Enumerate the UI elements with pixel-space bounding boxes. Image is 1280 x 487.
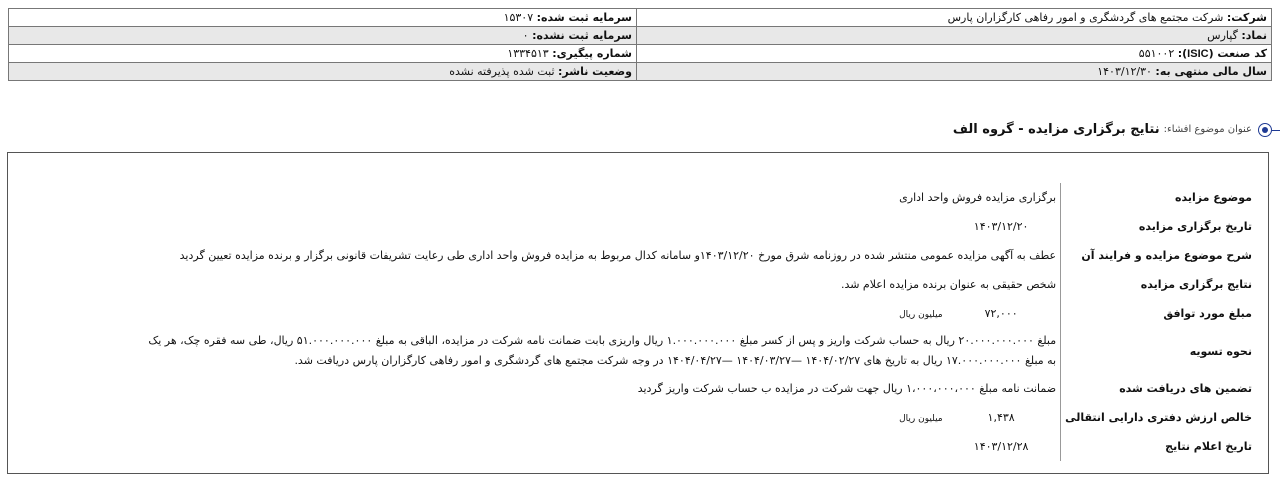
book-value-cell	[148, 403, 1060, 432]
company-value: شرکت مجتمع های گردشگری و امور رفاهی کارگزاران پارس	[947, 11, 1224, 24]
announce-date-cell	[148, 432, 1060, 461]
disclosure-subject-label: عنوان موضوع افشاء:	[1163, 124, 1252, 135]
detail-row	[148, 374, 1252, 403]
industry-code-label-pre: کد صنعت (	[1208, 47, 1267, 60]
disclosure-subject-value: نتایج برگزاری مزایده - گروه الف	[952, 122, 1160, 137]
auction-details-table	[148, 183, 1252, 461]
industry-code-cell	[637, 45, 1272, 63]
unregistered-capital-value: ۰	[522, 29, 529, 42]
auction-date-cell	[148, 212, 1060, 241]
tracking-number-label: شماره پیگیری:	[552, 47, 632, 60]
auction-date-label: تاریخ برگزاری مزایده	[1061, 212, 1252, 241]
publisher-status-value: ثبت شده پذیرفته نشده	[449, 65, 555, 78]
book-value-label: خالص ارزش دفتری دارایی انتقالی	[1061, 403, 1252, 432]
detail-row	[148, 328, 1252, 374]
announce-date-value: ۱۴۰۳/۱۲/۲۸	[973, 440, 1029, 453]
company-info-table	[8, 8, 1272, 81]
detail-row	[148, 432, 1252, 461]
agreed-amount-cell	[148, 299, 1060, 328]
symbol-label: نماد:	[1241, 29, 1267, 42]
unregistered-capital-label: سرمایه ثبت نشده:	[532, 29, 632, 42]
company-cell	[637, 9, 1272, 27]
settlement-cell	[148, 328, 1060, 374]
company-row	[9, 9, 1272, 27]
auction-subject-label: موضوع مزایده	[1061, 183, 1252, 212]
publisher-status-cell	[9, 63, 637, 81]
target-icon	[1258, 123, 1272, 137]
fiscal-year-label: سال مالی منتهی به:	[1155, 65, 1267, 78]
settlement-line-2: به مبلغ ۱۷.۰۰۰.۰۰۰.۰۰۰ ریال به تاریخ های ۱۴۰۴/۰۲/۲۷ —۱۴۰۴/۰۳/۲۷ —۱۴۰۴/۰۴/۲۷ در وجه شرکت مجتمع های گردشگری و امور رفاهی کارگزاران پارس دریافت شد.	[294, 354, 1057, 367]
unregistered-capital-cell	[9, 27, 637, 45]
publisher-status-label: وضعیت ناشر:	[558, 65, 632, 78]
guarantee-value: ضمانت نامه مبلغ ۱،۰۰۰،۰۰۰،۰۰۰ ریال جهت شرکت در مزایده ب حساب شرکت واریز گردید	[637, 382, 1057, 395]
detail-row	[148, 241, 1252, 270]
settlement-line-1: مبلغ ۲۰.۰۰۰.۰۰۰.۰۰۰ ریال به حساب شرکت واریز و پس از کسر مبلغ ۱.۰۰۰.۰۰۰.۰۰۰ ریال واریزی بابت ضمانت نامه شرکت در مزایده، الباقی به مبلغ ۵۱.۰۰۰.۰۰۰.۰۰۰ ریال، طی سه فقره چک، هر یک	[148, 334, 1057, 347]
fiscal-year-cell	[637, 63, 1272, 81]
auction-date-value: ۱۴۰۳/۱۲/۲۰	[973, 220, 1029, 233]
industry-code-value: ۵۵۱۰۰۲	[1138, 47, 1175, 60]
book-value-unit: میلیون ریال	[899, 414, 943, 424]
auction-description-label: شرح موضوع مزایده و فرایند آن	[1061, 241, 1252, 270]
industry-code-label-post: ):	[1177, 47, 1188, 60]
agreed-amount-unit: میلیون ریال	[899, 310, 943, 320]
auction-details-box	[7, 152, 1269, 474]
registered-capital-value: ۱۵۳۰۷	[503, 11, 534, 24]
fiscal-row	[9, 63, 1272, 81]
industry-row	[9, 45, 1272, 63]
announce-date-label: تاریخ اعلام نتایج	[1061, 432, 1252, 461]
tracking-number-cell	[9, 45, 637, 63]
fiscal-year-value: ۱۴۰۳/۱۲/۳۰	[1097, 65, 1152, 78]
auction-results-label: نتایج برگزاری مزایده	[1061, 270, 1252, 299]
detail-row	[148, 270, 1252, 299]
detail-row	[148, 212, 1252, 241]
book-value-value: ۱,۴۳۸	[987, 411, 1015, 424]
company-label: شرکت:	[1226, 11, 1267, 24]
registered-capital-cell	[9, 9, 637, 27]
detail-row	[148, 403, 1252, 432]
guarantee-label: تضمین های دریافت شده	[1061, 374, 1252, 403]
detail-row	[148, 183, 1252, 212]
auction-results-value: شخص حقیقی به عنوان برنده مزایده اعلام شد.	[840, 278, 1057, 291]
agreed-amount-value: ۷۲,۰۰۰	[984, 307, 1018, 320]
settlement-label: نحوه تسویه	[1061, 328, 1252, 374]
agreed-amount-label: مبلغ مورد توافق	[1061, 299, 1252, 328]
symbol-cell	[637, 27, 1272, 45]
symbol-row	[9, 27, 1272, 45]
auction-description-value: عطف به آگهی مزایده عمومی منتشر شده در روزنامه شرق مورخ ۱۴۰۳/۱۲/۲۰و سامانه کدال مربوط به مزایده فروش واحد اداری طی رعایت تشریفات قانونی برگزار و برنده مزایده تعیین گردید	[179, 249, 1057, 262]
detail-row	[148, 299, 1252, 328]
tracking-number-value: ۱۳۳۴۵۱۳	[507, 47, 549, 60]
symbol-value: گپارس	[1207, 29, 1238, 42]
industry-code-label-isic: ISIC	[1187, 48, 1209, 60]
registered-capital-label: سرمایه ثبت شده:	[536, 11, 632, 24]
auction-subject-value: برگزاری مزایده فروش واحد اداری	[899, 191, 1057, 204]
disclosure-subject	[953, 122, 1272, 137]
